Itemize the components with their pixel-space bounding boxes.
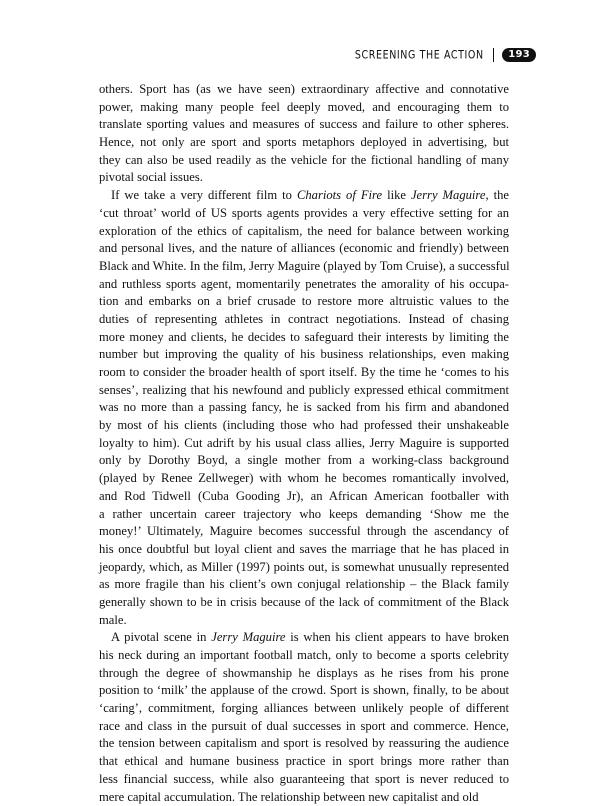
text-segment: male. [99, 613, 127, 627]
text-line [99, 665, 509, 683]
text-segment: only by Dorothy Boyd, a single mother from a working-class background [99, 453, 509, 467]
text-line [99, 753, 509, 771]
text-segment: (played by Renee Zellweger) with whom he becomes romantically involved, [99, 471, 509, 485]
body-text [99, 81, 509, 806]
text-line [99, 134, 509, 152]
text-line [99, 629, 509, 647]
text-line [99, 718, 509, 736]
text-segment: generally shown to be in crisis because of the lack of commitment of the Black [99, 595, 509, 609]
text-segment: by most of his clients (including those who had professed their unshakeable [99, 418, 509, 432]
text-line [99, 771, 509, 789]
text-segment: , the [485, 188, 509, 202]
text-segment: position to ‘milk’ the applause of the crowd. Sport is shown, finally, to be about [99, 683, 509, 697]
text-line [99, 594, 509, 612]
text-segment: Black and White. In the film, Jerry Maguire (played by Tom Cruise), a successful [99, 259, 510, 273]
text-line [99, 382, 509, 400]
text-segment: more money and clients, he decides to safeguard their interests by limiting the [99, 330, 509, 344]
text-segment: the tension between capitalism and sport is resolved by reassuring the audience [99, 736, 509, 750]
text-segment: is when his client appears to have broken [285, 630, 509, 644]
text-segment: translate sporting values and measures of success and failure to other spheres. [99, 117, 509, 131]
text-segment: race and class in the pursuit of dual successes in sport and commerce. Hence, [99, 719, 509, 733]
text-segment: ‘caring’, commitment, forging alliances between unlikely people of different [99, 701, 509, 715]
text-line [99, 452, 509, 470]
text-line [99, 311, 509, 329]
text-line [99, 329, 509, 347]
text-line [99, 364, 509, 382]
italic-title: Jerry Maguire [211, 630, 285, 644]
text-line [99, 258, 509, 276]
text-line [99, 81, 509, 99]
text-line [99, 488, 509, 506]
text-segment: number but improving the quality of his business relationships, even making [99, 347, 509, 361]
text-line [99, 789, 509, 806]
text-segment: Hence, not only are sport and sports metaphors deployed in advertising, but [99, 135, 509, 149]
text-segment: senses’, realizing that his newfound and publicly expressed ethical commitment [99, 383, 509, 397]
text-line [99, 187, 509, 205]
text-segment: loyalty to him). Cut adrift by his usual class allies, Jerry Maguire is supported [99, 436, 509, 450]
text-segment: room to consider the broader health of sport itself. By the time he ‘comes to his [99, 365, 509, 379]
text-segment: they can also be used readily as the vehicle for the fictional handling of many [99, 153, 509, 167]
italic-title: Chariots of Fire [297, 188, 382, 202]
italic-title: Jerry Maguire [411, 188, 485, 202]
text-segment: money!’ Ultimately, Maguire becomes successful through the ascendancy of [99, 524, 509, 538]
text-line [99, 417, 509, 435]
text-line [99, 293, 509, 311]
text-line [99, 169, 509, 187]
text-segment: as more fragile than his client’s own conjugal relationship – the Black family [99, 577, 509, 591]
text-segment: his neck during an important football match, only to become a sports celebrity [99, 648, 509, 662]
text-segment: exploration of the ethics of capitalism, the need for balance between working [99, 224, 509, 238]
text-line [99, 647, 509, 665]
text-segment: pivotal social issues. [99, 170, 203, 184]
text-segment: was no more than a passing fancy, he is sacked from his firm and abandoned [99, 400, 509, 414]
text-segment: through the degree of showmanship he displays as he rises from his prone [99, 666, 509, 680]
running-head-title: SCREENING THE ACTION [355, 48, 484, 62]
text-line [99, 435, 509, 453]
text-line [99, 346, 509, 364]
running-head [355, 48, 536, 62]
text-line [99, 682, 509, 700]
text-segment: If we take a very different film to [111, 188, 297, 202]
text-line [99, 523, 509, 541]
paragraph [99, 81, 509, 187]
text-line [99, 116, 509, 134]
text-line [99, 612, 509, 630]
text-segment: ‘cut throat’ world of US sports agents provides a very effective setting for an [99, 206, 509, 220]
text-segment: tion and embarks on a brief crusade to restore more altruistic values to the [99, 294, 509, 308]
text-segment: mere capital accumulation. The relationship between new capitalist and old [99, 790, 479, 804]
text-segment: that ethical and humane business practice in sport brings more rather than [99, 754, 509, 768]
paragraph [99, 629, 509, 806]
text-segment: and ruthless sports agent, momentarily penetrates the amorality of his occupa- [99, 277, 509, 291]
text-line [99, 470, 509, 488]
text-line [99, 735, 509, 753]
text-line [99, 576, 509, 594]
paragraph [99, 187, 509, 629]
text-line [99, 399, 509, 417]
text-segment: and Rod Tidwell (Cuba Gooding Jr), an African American footballer with [99, 489, 509, 503]
text-line [99, 152, 509, 170]
text-segment: power, making many people feel deeply moved, and encouraging them to [99, 100, 509, 114]
text-line [99, 700, 509, 718]
text-line [99, 559, 509, 577]
text-line [99, 240, 509, 258]
text-segment: less financial success, while also guaranteeing that sport is never reduced to [99, 772, 509, 786]
text-segment: his once doubtful but loyal client and saves the marriage that he has placed in [99, 542, 509, 556]
text-segment: a rather uncertain career trajectory who keeps demanding ‘Show me the [99, 507, 509, 521]
text-segment: others. Sport has (as we have seen) extraordinary affective and connotative [99, 82, 509, 96]
text-line [99, 541, 509, 559]
text-segment: A pivotal scene in [111, 630, 211, 644]
text-line [99, 223, 509, 241]
text-line [99, 99, 509, 117]
page-number: 193 [502, 48, 536, 62]
text-segment: like [382, 188, 411, 202]
text-segment: duties of representing athletes in contract negotiations. Instead of chasing [99, 312, 509, 326]
text-segment: jeopardy, which, as Miller (1997) points out, is somewhat unusually represented [99, 560, 509, 574]
text-line [99, 205, 509, 223]
running-head-divider [493, 48, 495, 62]
text-segment: and personal lives, and the nature of alliances (economic and friendly) between [99, 241, 509, 255]
text-line [99, 276, 509, 294]
text-line [99, 506, 509, 524]
